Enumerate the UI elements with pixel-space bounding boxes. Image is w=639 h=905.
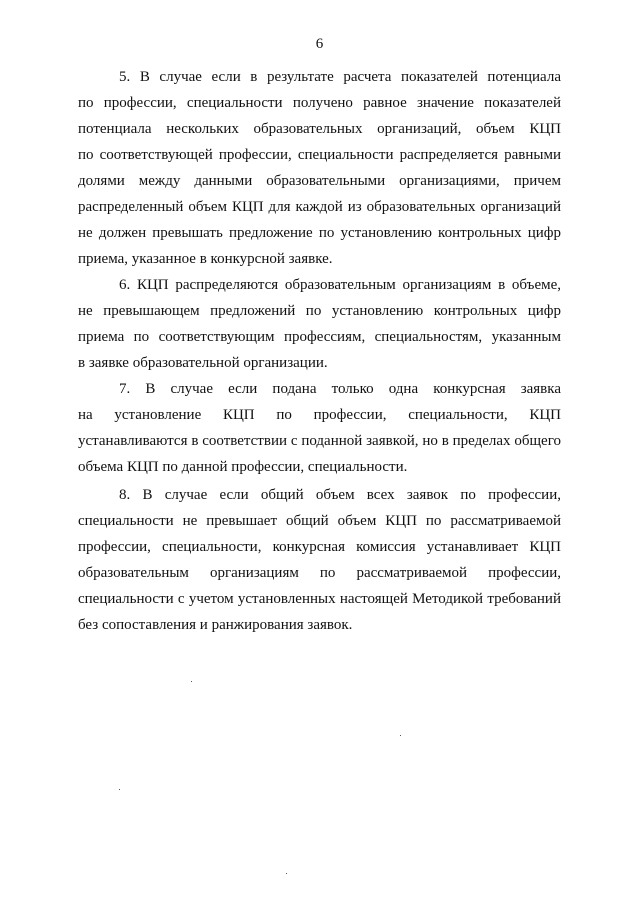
paragraph-5-line: по профессии, специальности получено равное значение показателей — [78, 95, 561, 111]
paragraph-5-line: по соответствующей профессии, специальности распределяется равными — [78, 147, 561, 163]
paragraph-6-line: не превышающем предложений по установлению контрольных цифр — [78, 303, 561, 319]
scan-speck — [119, 789, 120, 790]
paragraph-5-line: приема, указанное в конкурсной заявке. — [78, 251, 333, 267]
paragraph-5-line: долями между данными образовательными организациями, причем — [78, 173, 561, 189]
paragraph-5-line: распределенный объем КЦП для каждой из образовательных организаций — [78, 199, 561, 215]
paragraph-5-line: 5. В случае если в результате расчета показателей потенциала — [119, 69, 561, 85]
scan-speck — [191, 681, 192, 682]
paragraph-8-line: специальности не превышает общий объем КЦП по рассматриваемой — [78, 513, 561, 529]
paragraph-7-line: объема КЦП по данной профессии, специальности. — [78, 459, 408, 475]
paragraph-5-line: потенциала нескольких образовательных организаций, объем КЦП — [78, 121, 561, 137]
paragraph-8-line: образовательным организациям по рассматриваемой профессии, — [78, 565, 561, 581]
paragraph-6-line: 6. КЦП распределяются образовательным организациям в объеме, — [119, 277, 561, 293]
paragraph-7-line: устанавливаются в соответствии с поданной заявкой, но в пределах общего — [78, 433, 561, 449]
paragraph-8-line: без сопоставления и ранжирования заявок. — [78, 617, 353, 633]
paragraph-8-line: профессии, специальности, конкурсная комиссия устанавливает КЦП — [78, 539, 561, 555]
paragraph-6-line: в заявке образовательной организации. — [78, 355, 328, 371]
paragraph-8-line: специальности с учетом установленных настоящей Методикой требований — [78, 591, 561, 607]
paragraph-7-line: 7. В случае если подана только одна конкурсная заявка — [119, 381, 561, 397]
scan-speck — [400, 735, 401, 736]
scan-speck — [286, 873, 287, 874]
page-number: 6 — [315, 36, 324, 52]
paragraph-6-line: приема по соответствующим профессиям, специальностям, указанным — [78, 329, 561, 345]
paragraph-7-line: на установление КЦП по профессии, специальности, КЦП — [78, 407, 561, 423]
paragraph-8-line: 8. В случае если общий объем всех заявок по профессии, — [119, 487, 561, 503]
paragraph-5-line: не должен превышать предложение по установлению контрольных цифр — [78, 225, 561, 241]
